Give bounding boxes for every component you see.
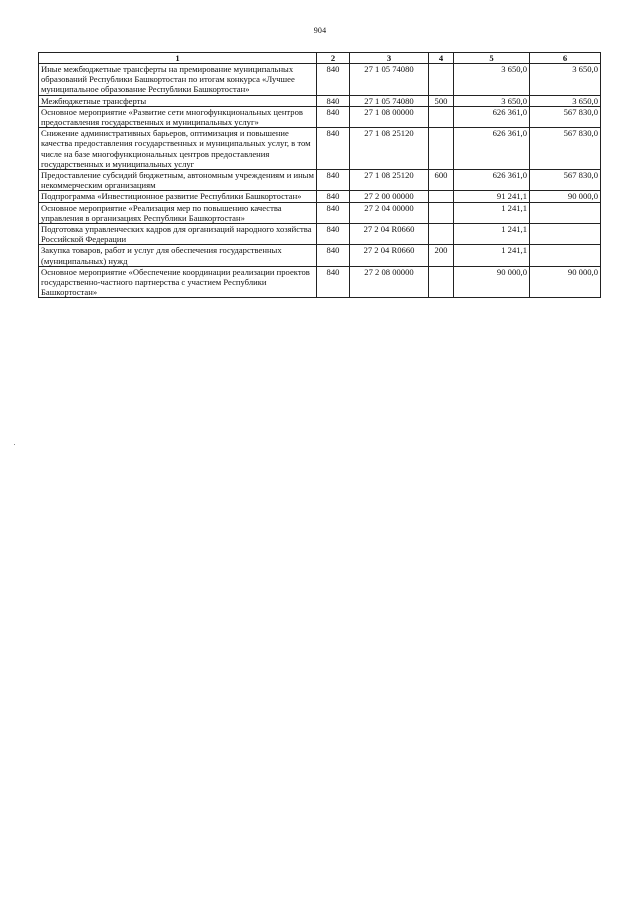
column-header: 3 [350, 53, 429, 64]
department-code-cell: 840 [317, 95, 350, 106]
amount-year-2-cell: 3 650,0 [530, 95, 601, 106]
department-code-cell: 840 [317, 170, 350, 191]
row-name-cell: Закупка товаров, работ и услуг для обеспечения государственных (муниципальных) нужд [39, 245, 317, 266]
department-code-cell: 840 [317, 106, 350, 127]
amount-year-2-cell [530, 224, 601, 245]
row-name-cell: Предоставление субсидий бюджетным, автономным учреждениям и иным некоммерческим организациям [39, 170, 317, 191]
row-name-cell: Межбюджетные трансферты [39, 95, 317, 106]
table-row [39, 191, 601, 202]
expense-type-code-cell: 200 [429, 245, 454, 266]
department-code-cell: 840 [317, 128, 350, 170]
amount-year-2-cell: 567 830,0 [530, 106, 601, 127]
scan-speck [14, 444, 15, 445]
department-code-cell: 840 [317, 245, 350, 266]
amount-year-2-cell: 90 000,0 [530, 191, 601, 202]
table-row [39, 245, 601, 266]
amount-year-1-cell: 1 241,1 [454, 245, 530, 266]
table-row [39, 64, 601, 96]
table-row [39, 128, 601, 170]
table-row [39, 170, 601, 191]
table-row [39, 95, 601, 106]
table-header-row [39, 53, 601, 64]
expense-type-code-cell: 600 [429, 170, 454, 191]
expense-type-code-cell [429, 128, 454, 170]
expense-type-code-cell [429, 106, 454, 127]
target-item-code-cell: 27 1 08 00000 [350, 106, 429, 127]
table-row [39, 202, 601, 223]
expense-type-code-cell [429, 191, 454, 202]
column-header: 5 [454, 53, 530, 64]
amount-year-1-cell: 1 241,1 [454, 224, 530, 245]
column-header: 1 [39, 53, 317, 64]
department-code-cell: 840 [317, 266, 350, 298]
amount-year-1-cell: 3 650,0 [454, 95, 530, 106]
column-header: 2 [317, 53, 350, 64]
target-item-code-cell: 27 2 04 00000 [350, 202, 429, 223]
amount-year-1-cell: 3 650,0 [454, 64, 530, 96]
amount-year-2-cell: 90 000,0 [530, 266, 601, 298]
row-name-cell: Снижение административных барьеров, оптимизация и повышение качества предоставления государственных и муниципальных услуг, в том числе на базе многофункциональных центров предоставления государственных и муниципальных услуг [39, 128, 317, 170]
expense-type-code-cell [429, 224, 454, 245]
amount-year-1-cell: 626 361,0 [454, 106, 530, 127]
target-item-code-cell: 27 2 08 00000 [350, 266, 429, 298]
target-item-code-cell: 27 1 08 25120 [350, 128, 429, 170]
amount-year-1-cell: 626 361,0 [454, 170, 530, 191]
amount-year-1-cell: 1 241,1 [454, 202, 530, 223]
amount-year-1-cell: 90 000,0 [454, 266, 530, 298]
row-name-cell: Подпрограмма «Инвестиционное развитие Республики Башкортостан» [39, 191, 317, 202]
row-name-cell: Основное мероприятие «Реализация мер по повышению качества управления в организациях Республики Башкортостан» [39, 202, 317, 223]
row-name-cell: Иные межбюджетные трансферты на премирование муниципальных образований Республики Башкортостан по итогам конкурса «Лучшее муниципальное образование Республики Башкортостан» [39, 64, 317, 96]
row-name-cell: Основное мероприятие «Обеспечение координации реализации проектов государственно-частного партнерства с участием Республики Башкортостан» [39, 266, 317, 298]
amount-year-1-cell: 626 361,0 [454, 128, 530, 170]
department-code-cell: 840 [317, 224, 350, 245]
expense-type-code-cell [429, 202, 454, 223]
target-item-code-cell: 27 1 05 74080 [350, 95, 429, 106]
amount-year-2-cell [530, 202, 601, 223]
expense-type-code-cell: 500 [429, 95, 454, 106]
target-item-code-cell: 27 1 08 25120 [350, 170, 429, 191]
table-row [39, 106, 601, 127]
target-item-code-cell: 27 1 05 74080 [350, 64, 429, 96]
target-item-code-cell: 27 2 04 R0660 [350, 245, 429, 266]
department-code-cell: 840 [317, 202, 350, 223]
page-number: 904 [313, 26, 327, 35]
target-item-code-cell: 27 2 04 R0660 [350, 224, 429, 245]
amount-year-2-cell [530, 245, 601, 266]
row-name-cell: Подготовка управленческих кадров для организаций народного хозяйства Российской Федерации [39, 224, 317, 245]
amount-year-2-cell: 567 830,0 [530, 170, 601, 191]
department-code-cell: 840 [317, 191, 350, 202]
amount-year-1-cell: 91 241,1 [454, 191, 530, 202]
table-row [39, 266, 601, 298]
table-row [39, 224, 601, 245]
row-name-cell: Основное мероприятие «Развитие сети многофункциональных центров предоставления государственных и муниципальных услуг» [39, 106, 317, 127]
column-header: 6 [530, 53, 601, 64]
expense-type-code-cell [429, 266, 454, 298]
table-body [39, 64, 601, 298]
amount-year-2-cell: 3 650,0 [530, 64, 601, 96]
target-item-code-cell: 27 2 00 00000 [350, 191, 429, 202]
expense-type-code-cell [429, 64, 454, 96]
department-code-cell: 840 [317, 64, 350, 96]
amount-year-2-cell: 567 830,0 [530, 128, 601, 170]
budget-table [38, 52, 601, 298]
column-header: 4 [429, 53, 454, 64]
